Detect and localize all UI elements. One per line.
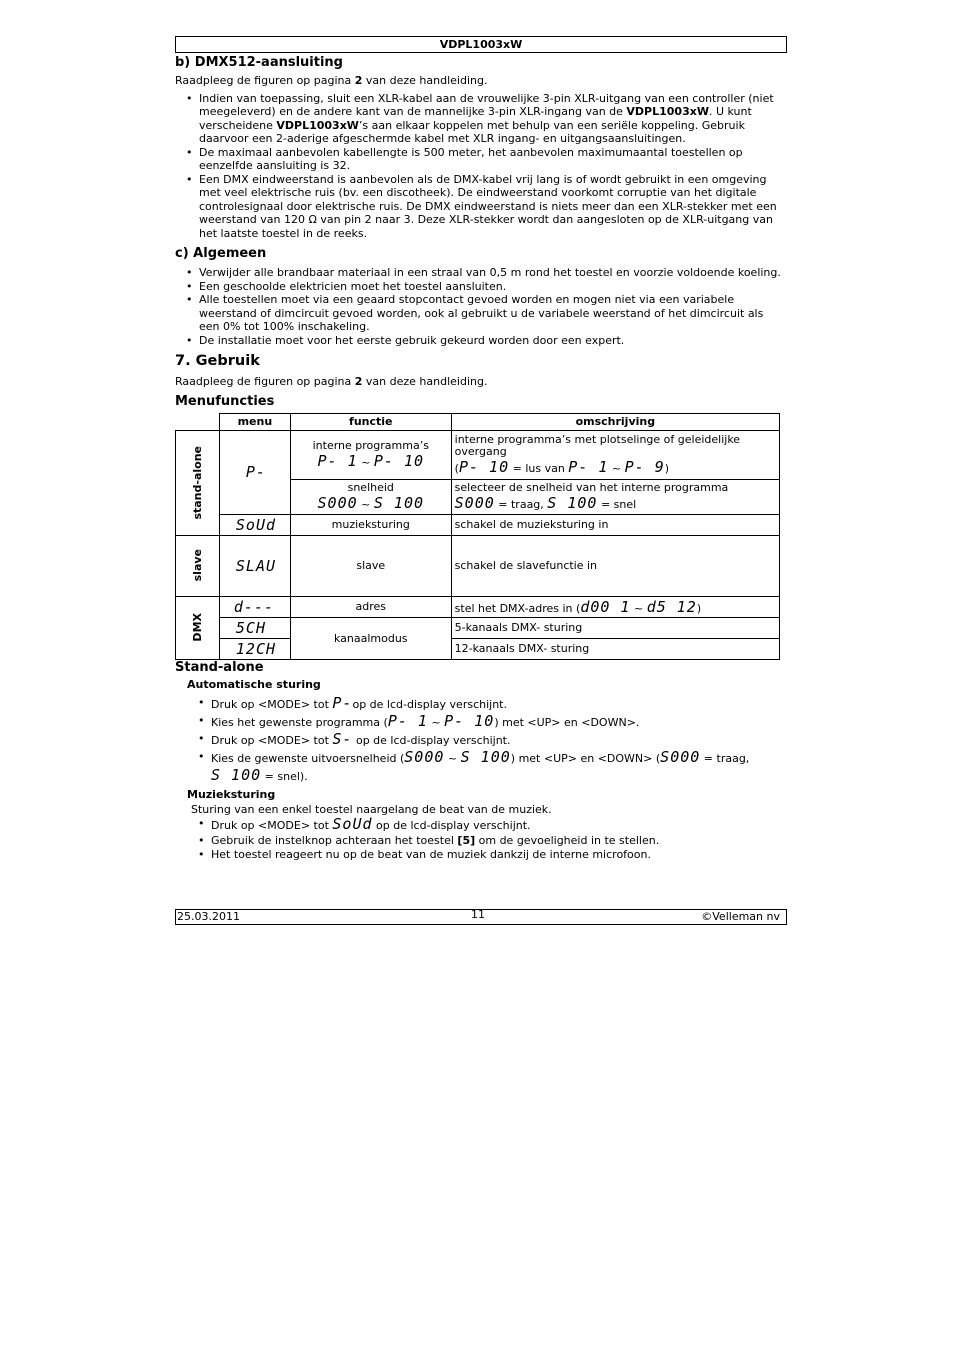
list-item: • Druk op <MODE> tot S- op de lcd-display verschijnt.: [211, 731, 787, 749]
section-c-list: [175, 266, 787, 347]
auto-list: [175, 695, 787, 785]
table-cell: interne programma’s P- 1 ~ P- 10: [290, 430, 451, 479]
standalone-title: Stand-alone: [175, 659, 264, 675]
list-item: • De maximaal aanbevolen kabellengte is 500 meter, het aanbevolen maximumaantal toestellen op eenzelfde aansluiting is 32.: [199, 146, 787, 173]
table-cell: 12-kanaals DMX- sturing: [451, 638, 779, 659]
table-cell: P-: [219, 430, 290, 514]
list-item: • De installatie moet voor het eerste gebruik gekeurd worden door een expert.: [199, 334, 787, 348]
table-cell: SLAU: [219, 535, 290, 596]
page-footer: [175, 909, 787, 925]
section-c-title: c) Algemeen: [175, 246, 267, 261]
table-cell: muzieksturing: [290, 514, 451, 535]
group-slave: slave: [176, 535, 220, 596]
table-cell: 5-kanaals DMX- sturing: [451, 617, 779, 638]
col-header-omschrijving: omschrijving: [451, 413, 779, 430]
list-item: • Gebruik de instelknop achteraan het toestel [5] om de gevoeligheid in te stellen.: [211, 834, 787, 848]
footer-date: 25.03.2011: [177, 910, 240, 923]
music-list: [175, 816, 787, 861]
table-cell: selecteer de snelheid van het interne programma S000 = traag, S 100 = snel: [451, 479, 779, 514]
table-cell: 12CH: [219, 638, 290, 659]
list-item: • Het toestel reageert nu op de beat van de muziek dankzij de interne microfoon.: [211, 848, 787, 862]
music-title: Muzieksturing: [187, 787, 276, 801]
table-cell: d---: [219, 596, 290, 617]
list-item: • Druk op <MODE> tot P-op de lcd-display verschijnt.: [211, 695, 787, 713]
footer-page-number: 11: [471, 908, 485, 921]
list-item: • Druk op <MODE> tot SoUd op de lcd-display verschijnt.: [211, 816, 787, 834]
col-header-menu: menu: [219, 413, 290, 430]
page-header: VDPL1003xW: [175, 36, 787, 53]
table-cell: 5CH: [219, 617, 290, 638]
list-item: • Kies de gewenste uitvoersnelheid (S000 ~ S 100) met <UP> en <DOWN> (S000 = traag, S 100 = snel).: [211, 749, 787, 785]
table-cell: adres: [290, 596, 451, 617]
list-item: • Alle toestellen moet via een geaard stopcontact gevoed worden en mogen niet via een variabele weerstand of dimcircuit gevoed worden, ook al gebruikt u de variabele weerstand of het dimcircuit als een 0% tot 100% inschakeling.: [199, 293, 787, 334]
group-standalone: stand-alone: [176, 430, 220, 535]
music-intro: Sturing van een enkel toestel naargelang de beat van de muziek.: [191, 802, 552, 816]
table-cell: slave: [290, 535, 451, 596]
section-b-list: [175, 92, 787, 241]
section-7-title: 7. Gebruik: [175, 353, 260, 369]
table-cell: schakel de slavefunctie in: [451, 535, 779, 596]
table-cell: kanaalmodus: [290, 617, 451, 659]
list-item: • Verwijder alle brandbaar materiaal in een straal van 0,5 m rond het toestel en voorzie voldoende koeling.: [199, 266, 787, 280]
section-b-intro: Raadpleeg de figuren op pagina 2 van deze handleiding.: [175, 74, 488, 87]
menu-table: [175, 413, 780, 660]
col-header-functie: functie: [290, 413, 451, 430]
list-item: • Een geschoolde elektricien moet het toestel aansluiten.: [199, 280, 787, 294]
table-cell: schakel de muzieksturing in: [451, 514, 779, 535]
table-cell: stel het DMX-adres in (d00 1 ~ d5 12): [451, 596, 779, 617]
menu-functions-title: Menufuncties: [175, 393, 275, 409]
table-cell: SoUd: [219, 514, 290, 535]
footer-company: ©Velleman nv: [701, 910, 780, 923]
table-cell: interne programma’s met plotselinge of geleidelijke overgang (P- 10 = lus van P- 1 ~ P- 9): [451, 430, 779, 479]
auto-title: Automatische sturing: [187, 677, 321, 691]
group-dmx: DMX: [176, 596, 220, 659]
list-item: • Kies het gewenste programma (P- 1 ~ P- 10) met <UP> en <DOWN>.: [211, 713, 787, 731]
table-cell: snelheid S000 ~ S 100: [290, 479, 451, 514]
section-b-title: b) DMX512-aansluiting: [175, 55, 343, 70]
section-7-intro: Raadpleeg de figuren op pagina 2 van deze handleiding.: [175, 375, 488, 388]
list-item: • Indien van toepassing, sluit een XLR-kabel aan de vrouwelijke 3-pin XLR-uitgang van een controller (niet meegeleverd) en de andere kant van de mannelijke 3-pin XLR-ingang van de VDPL1003xW. U kunt verscheidene VDPL1003xW’s aan elkaar koppelen met behulp van een seriële koppeling. Gebruik daarvoor een 2-aderige afgeschermde kabel met XLR ingang- en uitgangsaansluitingen.: [199, 92, 787, 146]
list-item: • Een DMX eindweerstand is aanbevolen als de DMX-kabel vrij lang is of wordt gebruikt in een omgeving met veel elektrische ruis (bv. een discotheek). De eindweerstand voorkomt corruptie van het digitale controlesignaal door elektrische ruis. De DMX eindweerstand is niets meer dan een XLR-stekker met een weerstand van 120 Ω van pin 2 naar 3. Deze XLR-stekker wordt dan aangesloten op de XLR-uitgang van het laatste toestel in de reeks.: [199, 173, 787, 241]
page: [175, 36, 787, 861]
